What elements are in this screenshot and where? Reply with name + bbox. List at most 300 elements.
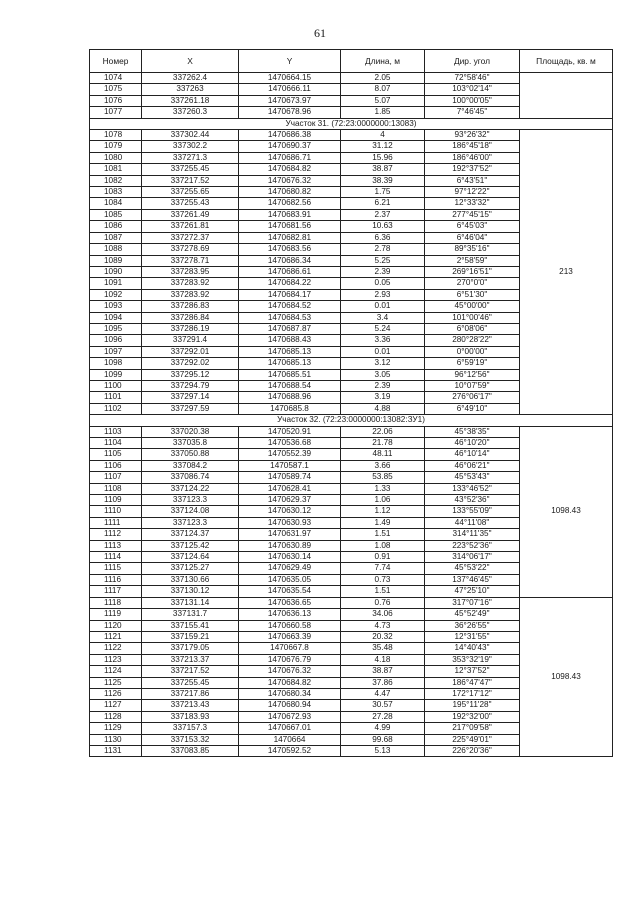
direction-angle: 6°59'19"	[425, 358, 520, 369]
direction-angle: 225°49'01"	[425, 734, 520, 745]
point-number: 1118	[90, 597, 142, 608]
length-value: 0.01	[341, 346, 425, 357]
x-coordinate: 337286.84	[142, 312, 239, 323]
x-coordinate: 337283.92	[142, 289, 239, 300]
direction-angle: 192°37'52"	[425, 164, 520, 175]
point-number: 1111	[90, 517, 142, 528]
direction-angle: 353°32'19"	[425, 654, 520, 665]
y-coordinate: 1470635.54	[239, 586, 341, 597]
point-number: 1085	[90, 209, 142, 220]
y-coordinate: 1470552.39	[239, 449, 341, 460]
point-number: 1092	[90, 289, 142, 300]
section-title-row	[90, 118, 613, 129]
x-coordinate: 337159.21	[142, 631, 239, 642]
y-coordinate: 1470676.32	[239, 175, 341, 186]
direction-angle: 101°00'46"	[425, 312, 520, 323]
direction-angle: 2°58'59"	[425, 255, 520, 266]
direction-angle: 7°46'45"	[425, 107, 520, 118]
y-coordinate: 1470666.11	[239, 84, 341, 95]
direction-angle: 72°58'46"	[425, 73, 520, 84]
y-coordinate: 1470520.91	[239, 426, 341, 437]
length-value: 1.12	[341, 506, 425, 517]
length-value: 1.08	[341, 540, 425, 551]
header-area: Площадь, кв. м	[520, 50, 613, 73]
x-coordinate: 337124.08	[142, 506, 239, 517]
x-coordinate: 337124.64	[142, 552, 239, 563]
length-value: 1.06	[341, 495, 425, 506]
direction-angle: 217°09'58"	[425, 723, 520, 734]
section-title: Участок 32. (72:23:0000000:13082:ЗУ1)	[90, 415, 613, 426]
y-coordinate: 1470684.53	[239, 312, 341, 323]
y-coordinate: 1470684.82	[239, 677, 341, 688]
x-coordinate: 337050.88	[142, 449, 239, 460]
length-value: 37.86	[341, 677, 425, 688]
point-number: 1109	[90, 495, 142, 506]
length-value: 2.39	[341, 380, 425, 391]
y-coordinate: 1470685.13	[239, 358, 341, 369]
y-coordinate: 1470636.65	[239, 597, 341, 608]
x-coordinate: 337179.05	[142, 643, 239, 654]
x-coordinate: 337125.42	[142, 540, 239, 551]
length-value: 2.37	[341, 209, 425, 220]
y-coordinate: 1470680.34	[239, 688, 341, 699]
x-coordinate: 337183.93	[142, 711, 239, 722]
length-value: 4	[341, 130, 425, 141]
x-coordinate: 337086.74	[142, 472, 239, 483]
x-coordinate: 337302.2	[142, 141, 239, 152]
y-coordinate: 1470685.8	[239, 403, 341, 414]
point-number: 1093	[90, 301, 142, 312]
length-value: 4.99	[341, 723, 425, 734]
point-number: 1083	[90, 187, 142, 198]
length-value: 0.73	[341, 574, 425, 585]
point-number: 1122	[90, 643, 142, 654]
direction-angle: 137°46'45"	[425, 574, 520, 585]
x-coordinate: 337213.43	[142, 700, 239, 711]
length-value: 2.39	[341, 266, 425, 277]
direction-angle: 12°31'55"	[425, 631, 520, 642]
table-body	[90, 73, 613, 757]
y-coordinate: 1470673.97	[239, 95, 341, 106]
x-coordinate: 337271.3	[142, 152, 239, 163]
length-value: 10.63	[341, 221, 425, 232]
y-coordinate: 1470667.01	[239, 723, 341, 734]
point-number: 1129	[90, 723, 142, 734]
direction-angle: 46°06'21"	[425, 460, 520, 471]
x-coordinate: 337131.14	[142, 597, 239, 608]
direction-angle: 45°38'35"	[425, 426, 520, 437]
y-coordinate: 1470676.32	[239, 666, 341, 677]
x-coordinate: 337123.3	[142, 495, 239, 506]
length-value: 0.91	[341, 552, 425, 563]
length-value: 38.87	[341, 666, 425, 677]
x-coordinate: 337261.81	[142, 221, 239, 232]
length-value: 4.47	[341, 688, 425, 699]
direction-angle: 277°45'15"	[425, 209, 520, 220]
direction-angle: 314°06'17"	[425, 552, 520, 563]
length-value: 1.75	[341, 187, 425, 198]
y-coordinate: 1470678.96	[239, 107, 341, 118]
x-coordinate: 337283.92	[142, 278, 239, 289]
y-coordinate: 1470683.91	[239, 209, 341, 220]
point-number: 1126	[90, 688, 142, 699]
y-coordinate: 1470589.74	[239, 472, 341, 483]
x-coordinate: 337124.22	[142, 483, 239, 494]
direction-angle: 45°53'43"	[425, 472, 520, 483]
x-coordinate: 337213.37	[142, 654, 239, 665]
direction-angle: 45°53'22"	[425, 563, 520, 574]
y-coordinate: 1470685.51	[239, 369, 341, 380]
point-number: 1099	[90, 369, 142, 380]
y-coordinate: 1470686.71	[239, 152, 341, 163]
point-number: 1089	[90, 255, 142, 266]
length-value: 1.85	[341, 107, 425, 118]
x-coordinate: 337153.32	[142, 734, 239, 745]
length-value: 5.07	[341, 95, 425, 106]
x-coordinate: 337125.27	[142, 563, 239, 574]
direction-angle: 6°46'04"	[425, 232, 520, 243]
section-title: Участок 31. (72:23:0000000:13083)	[90, 118, 613, 129]
point-number: 1121	[90, 631, 142, 642]
x-coordinate: 337263	[142, 84, 239, 95]
direction-angle: 47°25'10"	[425, 586, 520, 597]
point-number: 1076	[90, 95, 142, 106]
point-number: 1101	[90, 392, 142, 403]
direction-angle: 45°00'00"	[425, 301, 520, 312]
point-number: 1096	[90, 335, 142, 346]
y-coordinate: 1470663.39	[239, 631, 341, 642]
length-value: 3.05	[341, 369, 425, 380]
y-coordinate: 1470592.52	[239, 745, 341, 756]
y-coordinate: 1470672.93	[239, 711, 341, 722]
point-number: 1079	[90, 141, 142, 152]
y-coordinate: 1470683.56	[239, 244, 341, 255]
length-value: 5.25	[341, 255, 425, 266]
page-number: 61	[314, 26, 326, 40]
length-value: 7.74	[341, 563, 425, 574]
direction-angle: 12°37'52"	[425, 666, 520, 677]
point-number: 1112	[90, 529, 142, 540]
point-number: 1094	[90, 312, 142, 323]
point-number: 1103	[90, 426, 142, 437]
table-row	[90, 73, 613, 84]
length-value: 3.66	[341, 460, 425, 471]
length-value: 3.4	[341, 312, 425, 323]
point-number: 1120	[90, 620, 142, 631]
x-coordinate: 337302.44	[142, 130, 239, 141]
direction-angle: 12°33'32"	[425, 198, 520, 209]
direction-angle: 89°35'16"	[425, 244, 520, 255]
length-value: 1.51	[341, 586, 425, 597]
point-number: 1116	[90, 574, 142, 585]
x-coordinate: 337260.3	[142, 107, 239, 118]
direction-angle: 100°00'05"	[425, 95, 520, 106]
length-value: 3.36	[341, 335, 425, 346]
point-number: 1127	[90, 700, 142, 711]
length-value: 5.24	[341, 323, 425, 334]
length-value: 1.33	[341, 483, 425, 494]
y-coordinate: 1470682.56	[239, 198, 341, 209]
direction-angle: 93°26'32"	[425, 130, 520, 141]
x-coordinate: 337217.52	[142, 175, 239, 186]
length-value: 0.05	[341, 278, 425, 289]
length-value: 15.96	[341, 152, 425, 163]
direction-angle: 6°51'30"	[425, 289, 520, 300]
area-value: 1098.43	[520, 597, 613, 757]
x-coordinate: 337255.45	[142, 677, 239, 688]
length-value: 35.48	[341, 643, 425, 654]
direction-angle: 43°52'36"	[425, 495, 520, 506]
length-value: 53.85	[341, 472, 425, 483]
length-value: 2.05	[341, 73, 425, 84]
direction-angle: 195°11'28"	[425, 700, 520, 711]
point-number: 1091	[90, 278, 142, 289]
length-value: 0.76	[341, 597, 425, 608]
y-coordinate: 1470688.96	[239, 392, 341, 403]
y-coordinate: 1470587.1	[239, 460, 341, 471]
y-coordinate: 1470688.54	[239, 380, 341, 391]
x-coordinate: 337255.43	[142, 198, 239, 209]
point-number: 1108	[90, 483, 142, 494]
point-number: 1080	[90, 152, 142, 163]
point-number: 1117	[90, 586, 142, 597]
length-value: 99.68	[341, 734, 425, 745]
length-value: 3.19	[341, 392, 425, 403]
coordinates-table	[89, 49, 613, 757]
x-coordinate: 337157.3	[142, 723, 239, 734]
y-coordinate: 1470682.81	[239, 232, 341, 243]
point-number: 1075	[90, 84, 142, 95]
direction-angle: 317°07'16"	[425, 597, 520, 608]
point-number: 1088	[90, 244, 142, 255]
x-coordinate: 337278.71	[142, 255, 239, 266]
point-number: 1104	[90, 438, 142, 449]
header-y: Y	[239, 50, 341, 73]
y-coordinate: 1470631.97	[239, 529, 341, 540]
y-coordinate: 1470685.13	[239, 346, 341, 357]
direction-angle: 45°52'49"	[425, 609, 520, 620]
y-coordinate: 1470667.8	[239, 643, 341, 654]
direction-angle: 0°00'00"	[425, 346, 520, 357]
y-coordinate: 1470686.38	[239, 130, 341, 141]
y-coordinate: 1470636.13	[239, 609, 341, 620]
direction-angle: 44°11'08"	[425, 517, 520, 528]
direction-angle: 36°26'55"	[425, 620, 520, 631]
x-coordinate: 337255.65	[142, 187, 239, 198]
direction-angle: 269°16'51"	[425, 266, 520, 277]
y-coordinate: 1470660.58	[239, 620, 341, 631]
length-value: 5.13	[341, 745, 425, 756]
header-direction-angle: Дир. угол	[425, 50, 520, 73]
header-length: Длина, м	[341, 50, 425, 73]
point-number: 1125	[90, 677, 142, 688]
point-number: 1110	[90, 506, 142, 517]
direction-angle: 6°49'10"	[425, 403, 520, 414]
y-coordinate: 1470684.22	[239, 278, 341, 289]
direction-angle: 223°52'36"	[425, 540, 520, 551]
length-value: 2.93	[341, 289, 425, 300]
length-value: 4.73	[341, 620, 425, 631]
direction-angle: 276°06'17"	[425, 392, 520, 403]
x-coordinate: 337283.95	[142, 266, 239, 277]
x-coordinate: 337130.66	[142, 574, 239, 585]
point-number: 1084	[90, 198, 142, 209]
y-coordinate: 1470687.87	[239, 323, 341, 334]
length-value: 22.06	[341, 426, 425, 437]
point-number: 1124	[90, 666, 142, 677]
direction-angle: 103°02'14"	[425, 84, 520, 95]
point-number: 1128	[90, 711, 142, 722]
point-number: 1114	[90, 552, 142, 563]
length-value: 34.06	[341, 609, 425, 620]
y-coordinate: 1470635.05	[239, 574, 341, 585]
y-coordinate: 1470664	[239, 734, 341, 745]
y-coordinate: 1470676.79	[239, 654, 341, 665]
y-coordinate: 1470630.14	[239, 552, 341, 563]
y-coordinate: 1470686.61	[239, 266, 341, 277]
point-number: 1097	[90, 346, 142, 357]
length-value: 3.12	[341, 358, 425, 369]
direction-angle: 97°12'22"	[425, 187, 520, 198]
direction-angle: 186°45'18"	[425, 141, 520, 152]
direction-angle: 6°45'03"	[425, 221, 520, 232]
x-coordinate: 337217.86	[142, 688, 239, 699]
y-coordinate: 1470630.89	[239, 540, 341, 551]
x-coordinate: 337295.12	[142, 369, 239, 380]
area-value: 213	[520, 130, 613, 415]
direction-angle: 133°55'09"	[425, 506, 520, 517]
length-value: 20.32	[341, 631, 425, 642]
x-coordinate: 337292.01	[142, 346, 239, 357]
point-number: 1123	[90, 654, 142, 665]
y-coordinate: 1470680.94	[239, 700, 341, 711]
area-value: 1098.43	[520, 426, 613, 597]
point-number: 1087	[90, 232, 142, 243]
x-coordinate: 337297.14	[142, 392, 239, 403]
length-value: 38.87	[341, 164, 425, 175]
x-coordinate: 337262.4	[142, 73, 239, 84]
x-coordinate: 337286.83	[142, 301, 239, 312]
length-value: 31.12	[341, 141, 425, 152]
length-value: 2.78	[341, 244, 425, 255]
x-coordinate: 337297.59	[142, 403, 239, 414]
y-coordinate: 1470536.68	[239, 438, 341, 449]
x-coordinate: 337291.4	[142, 335, 239, 346]
y-coordinate: 1470690.37	[239, 141, 341, 152]
y-coordinate: 1470684.17	[239, 289, 341, 300]
y-coordinate: 1470629.49	[239, 563, 341, 574]
x-coordinate: 337261.18	[142, 95, 239, 106]
y-coordinate: 1470686.34	[239, 255, 341, 266]
length-value: 48.11	[341, 449, 425, 460]
y-coordinate: 1470664.15	[239, 73, 341, 84]
point-number: 1077	[90, 107, 142, 118]
y-coordinate: 1470684.52	[239, 301, 341, 312]
y-coordinate: 1470680.82	[239, 187, 341, 198]
area-value	[520, 73, 613, 119]
y-coordinate: 1470681.56	[239, 221, 341, 232]
point-number: 1086	[90, 221, 142, 232]
x-coordinate: 337035.8	[142, 438, 239, 449]
direction-angle: 186°47'47"	[425, 677, 520, 688]
x-coordinate: 337217.52	[142, 666, 239, 677]
x-coordinate: 337292.02	[142, 358, 239, 369]
x-coordinate: 337131.7	[142, 609, 239, 620]
length-value: 0.01	[341, 301, 425, 312]
length-value: 1.49	[341, 517, 425, 528]
length-value: 4.88	[341, 403, 425, 414]
y-coordinate: 1470688.43	[239, 335, 341, 346]
x-coordinate: 337278.69	[142, 244, 239, 255]
point-number: 1074	[90, 73, 142, 84]
point-number: 1081	[90, 164, 142, 175]
point-number: 1078	[90, 130, 142, 141]
point-number: 1130	[90, 734, 142, 745]
y-coordinate: 1470630.93	[239, 517, 341, 528]
x-coordinate: 337124.37	[142, 529, 239, 540]
point-number: 1113	[90, 540, 142, 551]
x-coordinate: 337155.41	[142, 620, 239, 631]
header-number: Номер	[90, 50, 142, 73]
direction-angle: 6°43'51"	[425, 175, 520, 186]
x-coordinate: 337272.37	[142, 232, 239, 243]
direction-angle: 14°40'43"	[425, 643, 520, 654]
section-title-row	[90, 415, 613, 426]
point-number: 1105	[90, 449, 142, 460]
direction-angle: 314°11'35"	[425, 529, 520, 540]
direction-angle: 226°20'36"	[425, 745, 520, 756]
table-row	[90, 130, 613, 141]
y-coordinate: 1470630.12	[239, 506, 341, 517]
table-header-row	[90, 50, 613, 73]
table-row	[90, 597, 613, 608]
length-value: 6.36	[341, 232, 425, 243]
point-number: 1102	[90, 403, 142, 414]
direction-angle: 133°46'52"	[425, 483, 520, 494]
direction-angle: 172°17'12"	[425, 688, 520, 699]
direction-angle: 46°10'14"	[425, 449, 520, 460]
length-value: 1.51	[341, 529, 425, 540]
point-number: 1098	[90, 358, 142, 369]
point-number: 1095	[90, 323, 142, 334]
direction-angle: 270°0'0"	[425, 278, 520, 289]
table-row	[90, 426, 613, 437]
y-coordinate: 1470629.37	[239, 495, 341, 506]
x-coordinate: 337294.79	[142, 380, 239, 391]
point-number: 1119	[90, 609, 142, 620]
direction-angle: 280°28'22"	[425, 335, 520, 346]
length-value: 30.57	[341, 700, 425, 711]
length-value: 4.18	[341, 654, 425, 665]
point-number: 1106	[90, 460, 142, 471]
direction-angle: 6°08'06"	[425, 323, 520, 334]
length-value: 21.78	[341, 438, 425, 449]
direction-angle: 192°32'00"	[425, 711, 520, 722]
x-coordinate: 337261.49	[142, 209, 239, 220]
point-number: 1082	[90, 175, 142, 186]
x-coordinate: 337255.45	[142, 164, 239, 175]
x-coordinate: 337083.85	[142, 745, 239, 756]
x-coordinate: 337286.19	[142, 323, 239, 334]
point-number: 1090	[90, 266, 142, 277]
direction-angle: 186°46'00"	[425, 152, 520, 163]
length-value: 8.07	[341, 84, 425, 95]
header-x: X	[142, 50, 239, 73]
x-coordinate: 337020.38	[142, 426, 239, 437]
x-coordinate: 337084.2	[142, 460, 239, 471]
point-number: 1131	[90, 745, 142, 756]
length-value: 38.39	[341, 175, 425, 186]
